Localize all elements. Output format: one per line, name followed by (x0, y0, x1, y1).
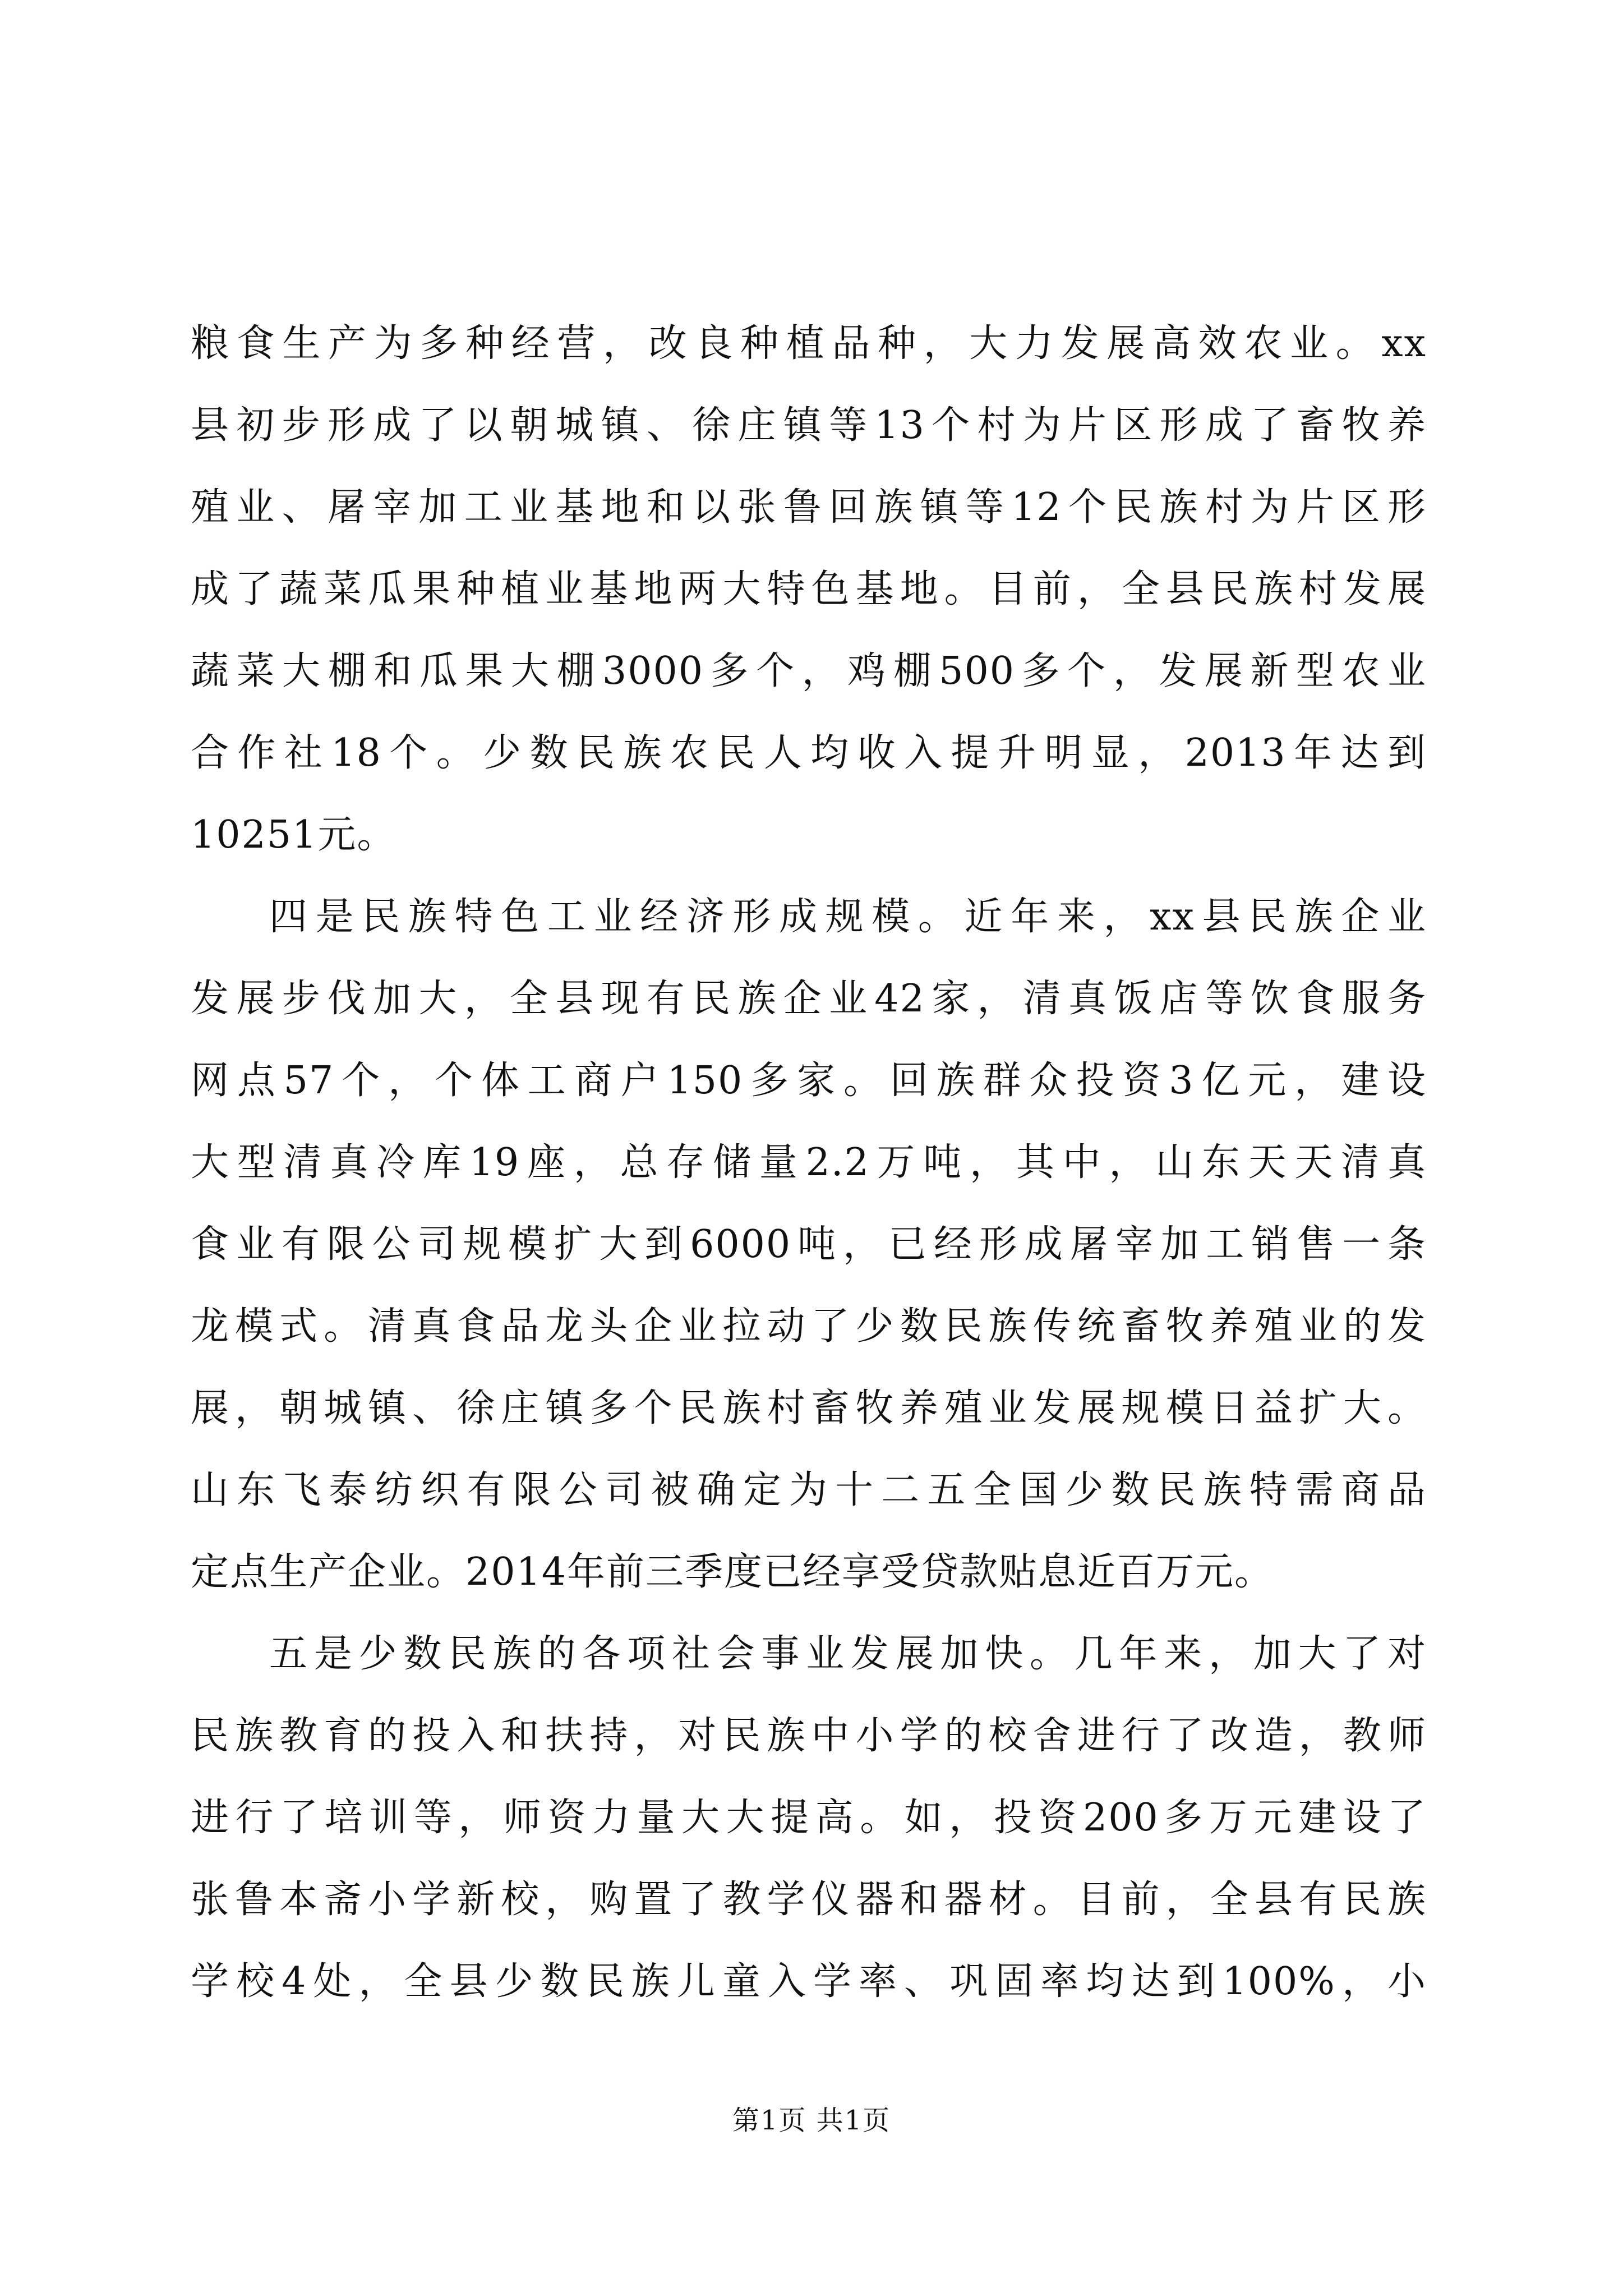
text-line: 粮食生产为多种经营，改良种植品种，大力发展高效农业。xx (191, 321, 1427, 366)
paragraph (191, 876, 1427, 1613)
text-line: 定点生产企业。2014年前三季度已经享受贷款贴息近百万元。 (191, 1550, 1274, 1594)
document-body (191, 303, 1427, 2023)
text-line: 山东飞泰纺织有限公司被确定为十二五全国少数民族特需商品 (191, 1468, 1427, 1512)
paragraph (191, 1613, 1427, 2023)
text-line: 学校4处，全县少数民族儿童入学率、巩固率均达到100%，小 (191, 1959, 1427, 2004)
text-line: 张鲁本斋小学新校，购置了教学仪器和器材。目前，全县有民族 (191, 1878, 1427, 1922)
text-line: 食业有限公司规模扩大到6000吨，已经形成屠宰加工销售一条 (191, 1222, 1427, 1267)
text-line: 殖业、屠宰加工业基地和以张鲁回族镇等12个民族村为片区形 (191, 485, 1427, 530)
text-line: 网点57个，个体工商户150多家。回族群众投资3亿元，建设 (191, 1059, 1427, 1103)
text-line: 成了蔬菜瓜果种植业基地两大特色基地。目前，全县民族村发展 (191, 567, 1427, 611)
text-line: 县初步形成了以朝城镇、徐庄镇等13个村为片区形成了畜牧养 (191, 403, 1427, 448)
text-line: 大型清真冷库19座，总存储量2.2万吨，其中，山东天天清真 (191, 1140, 1427, 1185)
page-number-footer: 第1页 共1页 (732, 2105, 891, 2136)
text-line: 四是民族特色工业经济形成规模。近年来，xx县民族企业 (269, 895, 1427, 939)
text-line: 合作社18个。少数民族农民人均收入提升明显，2013年达到 (191, 731, 1427, 775)
text-line: 五是少数民族的各项社会事业发展加快。几年来，加大了对 (269, 1632, 1427, 1676)
text-line: 蔬菜大棚和瓜果大棚3000多个，鸡棚500多个，发展新型农业 (191, 649, 1427, 693)
text-line: 民族教育的投入和扶持，对民族中小学的校舍进行了改造，教师 (191, 1714, 1427, 1758)
text-line: 展，朝城镇、徐庄镇多个民族村畜牧养殖业发展规模日益扩大。 (191, 1386, 1427, 1430)
text-line: 进行了培训等，师资力量大大提高。如，投资200多万元建设了 (191, 1796, 1427, 1840)
text-line: 发展步伐加大，全县现有民族企业42家，清真饭店等饮食服务 (191, 977, 1427, 1021)
text-line: 龙模式。清真食品龙头企业拉动了少数民族传统畜牧养殖业的发 (191, 1304, 1427, 1349)
paragraph (191, 303, 1427, 876)
text-line: 10251元。 (191, 813, 396, 857)
